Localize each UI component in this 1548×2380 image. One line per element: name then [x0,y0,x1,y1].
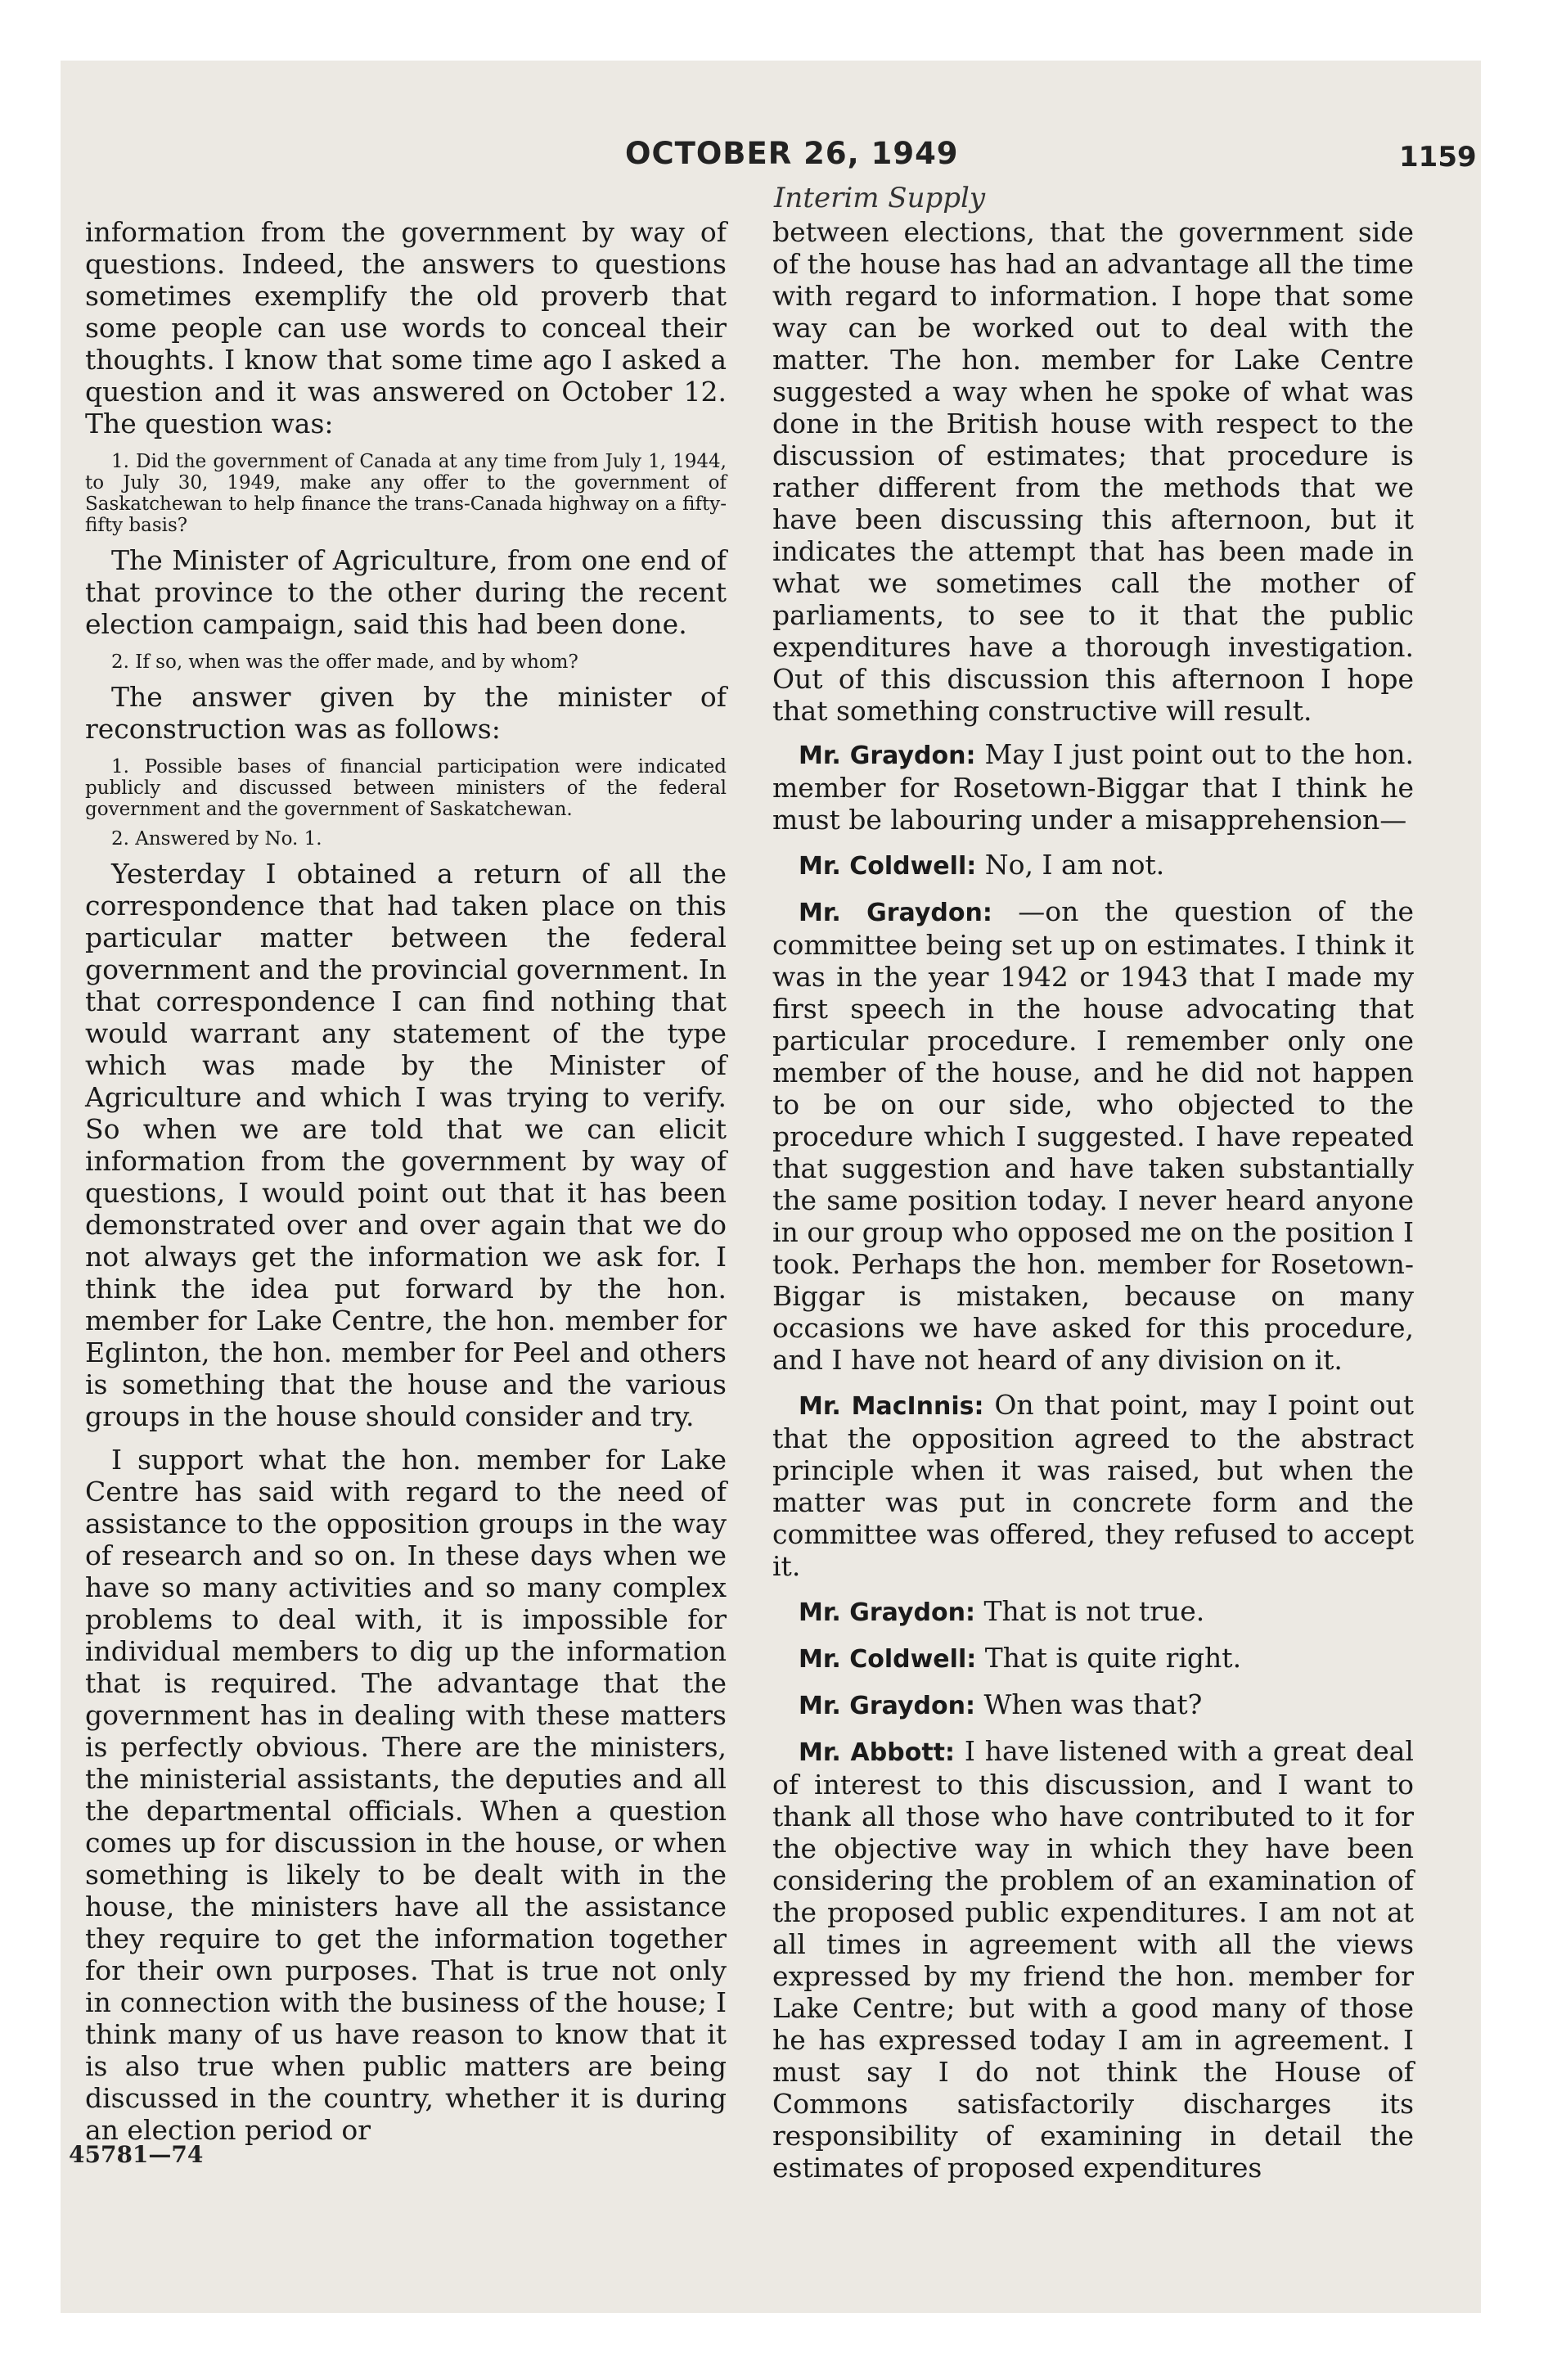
speaker-name: Mr. Coldwell: [799,1645,977,1674]
header-date: OCTOBER 26, 1949 [625,136,959,171]
quoted-answer: 1. Possible bases of financial participation were indicated publicly and discussed between ministers of the federal government and the government of Saskatchewan. [85,756,727,820]
paragraph: The answer given by the minister of reconstruction was as follows: [85,681,727,745]
speech-text: On that point, may I point out that the opposition agreed to the abstract principle when it was raised, but when the matter was put in concrete form and the committee was offered, they refused to accept it. [772,1389,1415,1582]
speech-text: I have listened with a great deal of interest to this discussion, and I want to thank all those who have contributed to it for the objective way in which they have been considering the problem of an examination of the proposed public expenditures. I am not at all times in agreement with all the views expressed by my friend the hon. member for Lake Centre; but with a good many of those he has expressed today I am in agreement. I must say I do not think the House of Commons satisfactorily discharges its responsibility of examining in detail the estimates of proposed expenditures [772,1735,1414,2184]
speaker-name: Mr. Abbott: [799,1738,956,1767]
left-column [85,216,727,2157]
speech [772,849,1414,882]
quoted-question: 1. Did the government of Canada at any time from July 1, 1944, to July 30, 1949, make any offer to the government of Saskatchewan to help finance the trans-Canada highway on a fifty-fifty basis? [85,451,727,536]
paragraph: between elections, that the government side of the house has had an advantage all the time with regard to information. I hope that some way can be worked out to deal with the matter. The hon. member for Lake Centre suggested a way when he spoke of what was done in the British house with respect to the discussion of estimates; that procedure is rather different from the methods that we have been discussing this afternoon, but it indicates the attempt that has been made in what we sometimes call the mother of parliaments, to see to it that the public expenditures have a thorough investigation. Out of this discussion this afternoon I hope that something constructive will result. [772,216,1414,727]
speaker-name: Mr. Graydon: [799,1692,975,1720]
speaker-name: Mr. Graydon: [799,1598,975,1627]
quoted-answer: 2. Answered by No. 1. [111,828,322,850]
speech [772,1389,1414,1582]
speech [772,895,1414,1376]
paragraph: I support what the hon. member for Lake Centre has said with regard to the need of assistance to the opposition groups in the way of research and so on. In these days when we have so many activities and so many complex problems to deal with, it is impossible for individual members to dig up the information that is required. The advantage that the government has in dealing with these matters is perfectly obvious. There are the ministers, the ministerial assistants, the deputies and all the departmental officials. When a question comes up for discussion in the house, or when something is likely to be dealt with in the house, the ministers have all the assistance they require to get the information together for their own purposes. That is true not only in connection with the business of the house; I think many of us have reason to know that it is also true when public matters are being discussed in the country, whether it is during an election period or [85,1444,727,2146]
speech-text: May I just point out to the hon. member for Rosetown-Biggar that I think he must be labouring under a misapprehension— [772,738,1414,836]
speech-text: —on the question of the committee being set up on estimates. I think it was in the year 1942 or 1943 that I made my first speech in the house advocating that particular procedure. I remember only one member of the house, and he did not happen to be on our side, who objected to the procedure which I suggested. I have repeated that suggestion and have taken substantially the same position today. I never heard anyone in our group who opposed me on the position I took. Perhaps the hon. member for Rosetown-Biggar is mistaken, because on many occasions we have asked for this procedure, and I have not heard of any division on it. [772,895,1414,1376]
speaker-name: Mr. Graydon: [799,741,976,770]
running-subtitle: Interim Supply [774,182,986,214]
speech [772,1735,1414,2184]
page-number: 1159 [1399,141,1477,174]
quoted-question: 2. If so, when was the offer made, and by whom? [111,651,578,673]
speaker-name: Mr. Graydon: [799,899,992,927]
speech-text: That is not true. [974,1595,1205,1627]
speaker-name: Mr. Coldwell: [799,852,977,881]
paragraph: The Minister of Agriculture, from one end of that province to the other during the recent election campaign, said this had been done. [85,544,727,640]
speech [772,1642,1414,1675]
speech-text: When was that? [974,1688,1203,1720]
paragraph: Yesterday I obtained a return of all the correspondence that had taken place on this particular matter between the federal government and the provincial government. In that correspondence I can find nothing that would warrant any statement of the type which was made by the Minister of Agriculture and which I was trying to verify. So when we are told that we can elicit information from the government by way of questions, I would point out that it has been demonstrated over and over again that we do not always get the information we ask for. I think the idea put forward by the hon. member for Lake Centre, the hon. member for Eglinton, the hon. member for Peel and others is something that the house and the various groups in the house should consider and try. [85,858,727,1432]
paragraph: information from the government by way of questions. Indeed, the answers to questions sometimes exemplify the old proverb that some people can use words to conceal their thoughts. I know that some time ago I asked a question and it was answered on October 12. The question was: [85,216,727,439]
speaker-name: Mr. MacInnis: [799,1392,984,1421]
speech [772,1595,1414,1629]
footer-code: 45781—74 [69,2141,204,2168]
speech-text: That is quite right. [976,1642,1242,1674]
speech-text: No, I am not. [976,849,1165,881]
speech [772,1688,1414,1722]
speech [772,738,1414,836]
right-column [772,216,1414,2197]
document-page [61,61,1481,2313]
